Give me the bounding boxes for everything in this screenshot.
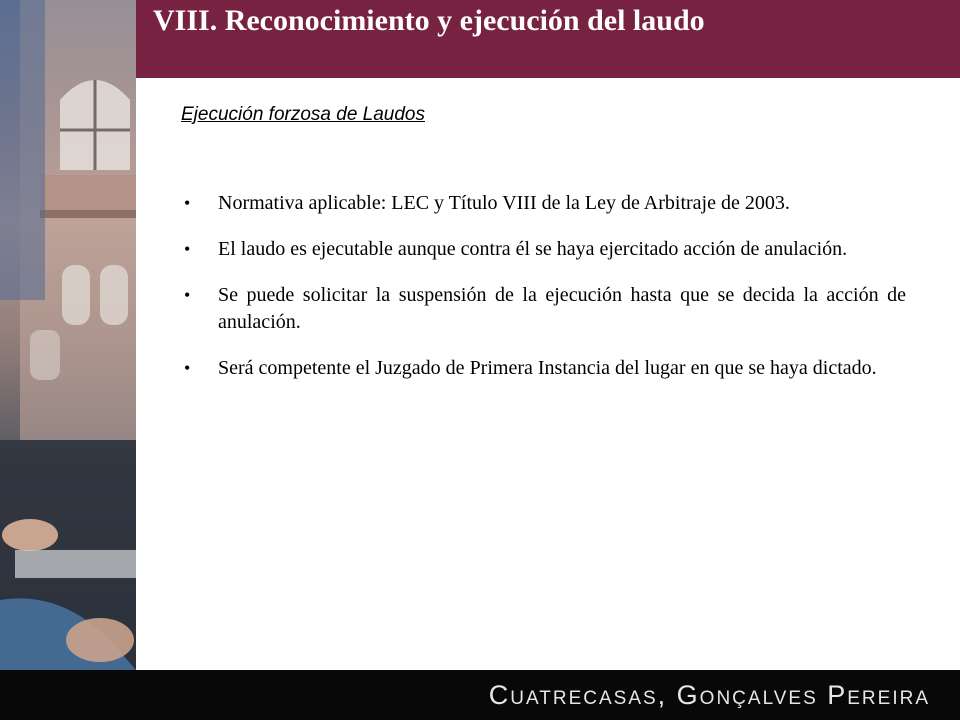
lower-window bbox=[62, 265, 90, 325]
bullet-text: El laudo es ejecutable aunque contra él se haya ejercitado acción de anulación. bbox=[218, 238, 848, 260]
slide-subtitle: Ejecución forzosa de Laudos bbox=[181, 104, 425, 125]
cornice bbox=[40, 175, 136, 215]
lower-window bbox=[100, 265, 128, 325]
bullet-item bbox=[184, 282, 906, 336]
bullet-item bbox=[184, 190, 906, 217]
bullet-icon: • bbox=[184, 285, 191, 305]
bullet-text: Normativa aplicable: LEC y Título VIII de la Ley de Arbitraje de 2003. bbox=[218, 192, 790, 214]
building-illustration bbox=[0, 0, 136, 670]
bullet-item bbox=[184, 236, 906, 263]
footer-bar bbox=[0, 670, 960, 720]
hand bbox=[2, 519, 58, 551]
bullet-icon: • bbox=[184, 239, 191, 259]
slide-title: VIII. Reconocimiento y ejecución del laudo bbox=[153, 4, 705, 37]
glass-tower bbox=[0, 0, 45, 300]
hand bbox=[66, 618, 134, 662]
bullet-icon: • bbox=[184, 193, 191, 213]
bullet-icon: • bbox=[184, 358, 191, 378]
bullet-text: Se puede solicitar la suspensión de la ejecución hasta que se decida la acción de anulación. bbox=[218, 284, 906, 333]
bullet-list bbox=[184, 190, 906, 401]
building-meeting-photo bbox=[0, 0, 136, 670]
paper bbox=[15, 550, 136, 578]
firm-logo-text: Cuatrecasas, Gonçalves Pereira bbox=[488, 680, 930, 710]
bullet-item bbox=[184, 355, 906, 382]
bullet-text: Será competente el Juzgado de Primera Instancia del lugar en que se haya dictado. bbox=[218, 357, 877, 379]
